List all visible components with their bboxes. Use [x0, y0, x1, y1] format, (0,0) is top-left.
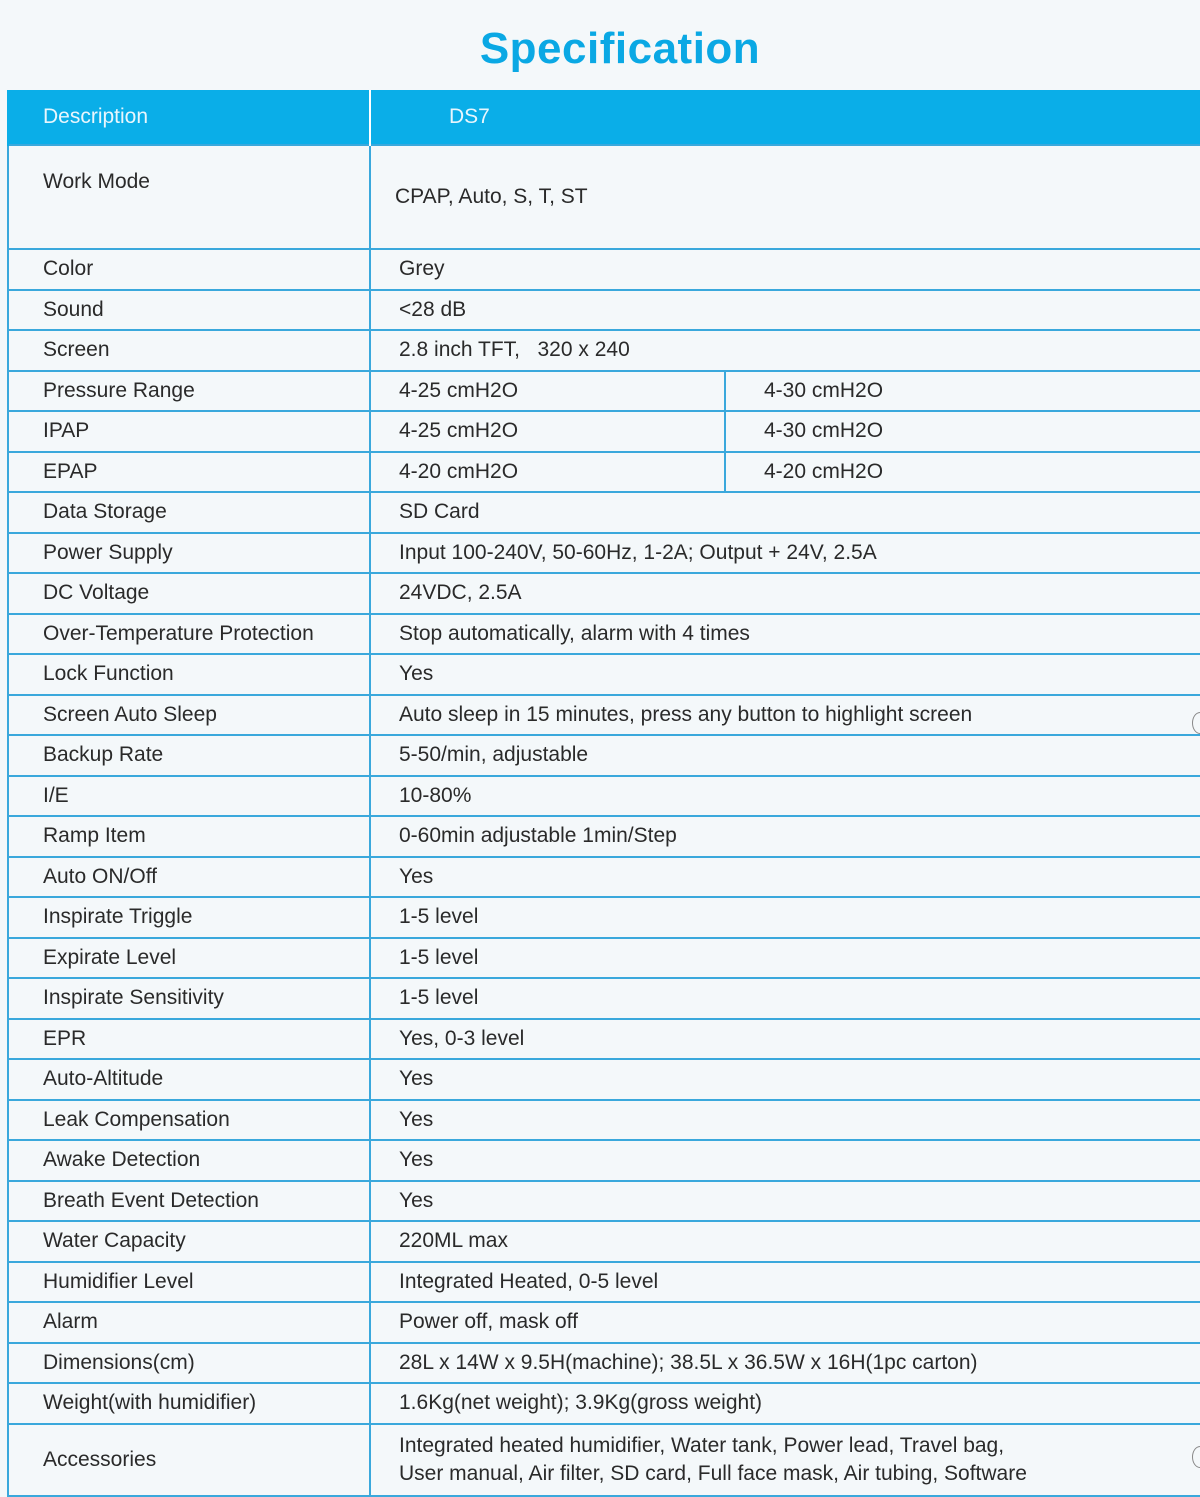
table-row	[8, 249, 1200, 290]
table-row	[8, 1140, 1200, 1181]
row-value-multiline	[370, 1424, 1200, 1496]
row-label: Dimensions(cm)	[8, 1343, 370, 1384]
row-label: Alarm	[8, 1302, 370, 1343]
header-description: Description	[8, 90, 370, 145]
row-label: I/E	[8, 776, 370, 817]
row-label: Work Mode	[8, 145, 370, 249]
row-value: SD Card	[370, 492, 1200, 533]
row-value: 4-20 cmH2O	[370, 452, 725, 493]
row-label: Accessories	[8, 1424, 370, 1496]
table-row	[8, 857, 1200, 898]
row-label: Auto ON/Off	[8, 857, 370, 898]
row-value: 28L x 14W x 9.5H(machine); 38.5L x 36.5W x 16H(1pc carton)	[370, 1343, 1200, 1384]
row-value: Integrated Heated, 0-5 level	[370, 1262, 1200, 1303]
table-row	[8, 978, 1200, 1019]
row-value: Yes	[370, 1140, 1200, 1181]
row-value: Input 100-240V, 50-60Hz, 1-2A; Output + 24V, 2.5A	[370, 533, 1200, 574]
row-label: Power Supply	[8, 533, 370, 574]
row-value: 4-25 cmH2O	[370, 411, 725, 452]
row-value: CPAP, Auto, S, T, ST	[370, 145, 1200, 249]
table-row	[8, 290, 1200, 331]
table-row	[8, 695, 1200, 736]
row-label: Lock Function	[8, 654, 370, 695]
row-label: Breath Event Detection	[8, 1181, 370, 1222]
row-label: Screen Auto Sleep	[8, 695, 370, 736]
table-row	[8, 776, 1200, 817]
table-row	[8, 330, 1200, 371]
row-value: 1-5 level	[370, 938, 1200, 979]
row-label: Backup Rate	[8, 735, 370, 776]
table-row	[8, 452, 1200, 493]
row-label: Auto-Altitude	[8, 1059, 370, 1100]
table-row	[8, 654, 1200, 695]
row-value-2: 4-30 cmH2O	[725, 371, 1200, 412]
table-row	[8, 1100, 1200, 1141]
table-row	[8, 1059, 1200, 1100]
table-row	[8, 1262, 1200, 1303]
row-value-2: 4-20 cmH2O	[725, 452, 1200, 493]
table-row	[8, 735, 1200, 776]
row-value: Yes	[370, 1181, 1200, 1222]
table-row	[8, 1302, 1200, 1343]
table-row	[8, 816, 1200, 857]
row-value-line: Integrated heated humidifier, Water tank, Power lead, Travel bag,	[399, 1433, 1005, 1457]
row-label: Expirate Level	[8, 938, 370, 979]
row-label: Ramp Item	[8, 816, 370, 857]
row-label: Inspirate Sensitivity	[8, 978, 370, 1019]
table-row	[8, 1019, 1200, 1060]
row-value-line: User manual, Air filter, SD card, Full face mask, Air tubing, Software	[399, 1461, 1027, 1485]
row-label: Over-Temperature Protection	[8, 614, 370, 655]
table-row	[8, 371, 1200, 412]
table-row	[8, 897, 1200, 938]
table-row	[8, 1343, 1200, 1384]
row-value: 5-50/min, adjustable	[370, 735, 1200, 776]
row-label: Screen	[8, 330, 370, 371]
row-value: Power off, mask off	[370, 1302, 1200, 1343]
row-label: Humidifier Level	[8, 1262, 370, 1303]
row-label: Inspirate Triggle	[8, 897, 370, 938]
row-label: Sound	[8, 290, 370, 331]
row-label: Data Storage	[8, 492, 370, 533]
row-value: 2.8 inch TFT, 320 x 240	[370, 330, 1200, 371]
spec-table	[7, 90, 1200, 1497]
row-value: 24VDC, 2.5A	[370, 573, 1200, 614]
row-label: Water Capacity	[8, 1221, 370, 1262]
table-row	[8, 1181, 1200, 1222]
row-value-2: 4-30 cmH2O	[725, 411, 1200, 452]
row-value: Yes, 0-3 level	[370, 1019, 1200, 1060]
row-value: 1.6Kg(net weight); 3.9Kg(gross weight)	[370, 1383, 1200, 1424]
row-value: Auto sleep in 15 minutes, press any button to highlight screen	[370, 695, 1200, 736]
page-title: Specification	[479, 24, 761, 73]
row-label: Weight(with humidifier)	[8, 1383, 370, 1424]
header-model: DS7	[370, 90, 1200, 145]
row-value: Yes	[370, 1059, 1200, 1100]
row-value: 4-25 cmH2O	[370, 371, 725, 412]
table-row	[8, 938, 1200, 979]
table-row	[8, 533, 1200, 574]
table-row	[8, 1383, 1200, 1424]
row-value: Yes	[370, 654, 1200, 695]
row-value: 1-5 level	[370, 897, 1200, 938]
table-header-row	[8, 90, 1200, 145]
row-value: Yes	[370, 1100, 1200, 1141]
row-value: <28 dB	[370, 290, 1200, 331]
table-row	[8, 492, 1200, 533]
row-label: Color	[8, 249, 370, 290]
row-label: IPAP	[8, 411, 370, 452]
row-label: Awake Detection	[8, 1140, 370, 1181]
table-row	[8, 145, 1200, 249]
row-value: Yes	[370, 857, 1200, 898]
row-label: Pressure Range	[8, 371, 370, 412]
row-label: EPR	[8, 1019, 370, 1060]
row-value: 1-5 level	[370, 978, 1200, 1019]
row-value: 0-60min adjustable 1min/Step	[370, 816, 1200, 857]
table-row	[8, 1424, 1200, 1496]
table-row	[8, 411, 1200, 452]
row-value: 220ML max	[370, 1221, 1200, 1262]
row-value: Grey	[370, 249, 1200, 290]
table-row	[8, 614, 1200, 655]
table-row	[8, 1221, 1200, 1262]
row-value: Stop automatically, alarm with 4 times	[370, 614, 1200, 655]
table-row	[8, 573, 1200, 614]
row-label: EPAP	[8, 452, 370, 493]
row-label: Leak Compensation	[8, 1100, 370, 1141]
row-label: DC Voltage	[8, 573, 370, 614]
row-value: 10-80%	[370, 776, 1200, 817]
